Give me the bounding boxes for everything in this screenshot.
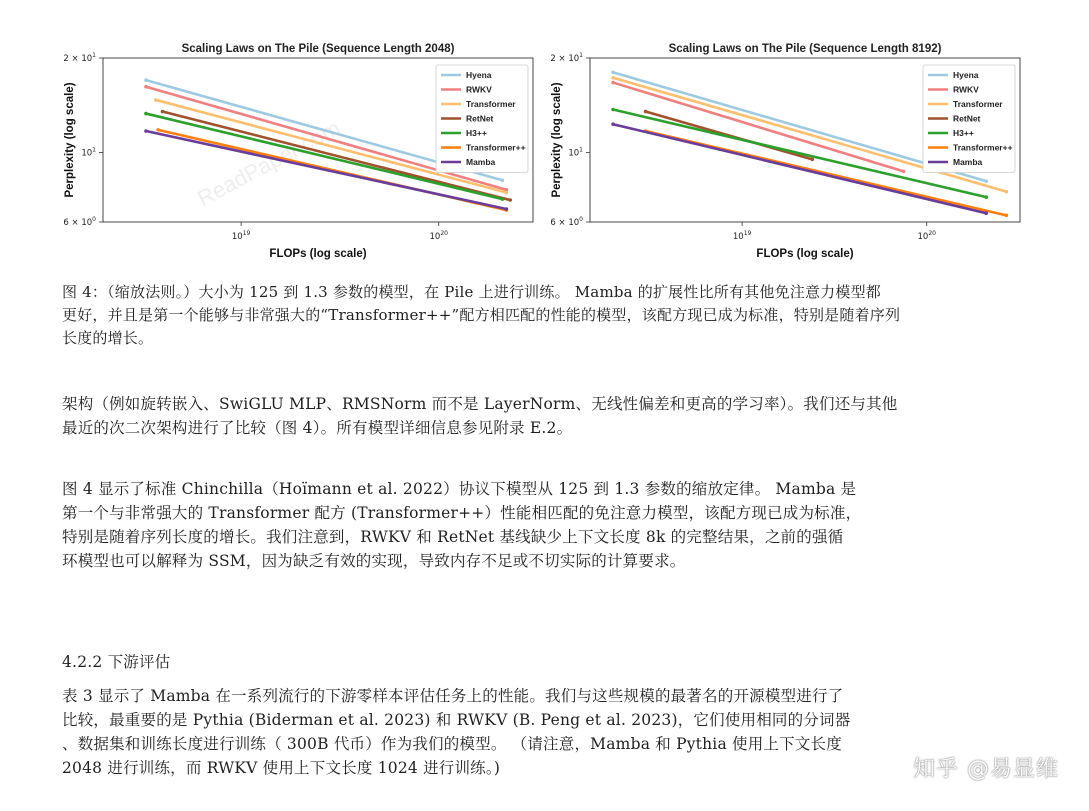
- caption-line: 长度的增长。: [62, 329, 154, 347]
- paragraph-line: 特别是随着序列长度的增长。我们注意到，RWKV 和 RetNet 基线缺少上下文长度 8k 的完整结果，之前的强循: [62, 528, 844, 546]
- chart-svg-8192: [535, 38, 1035, 260]
- paragraph-line: 最近的次二次架构进行了比较（图 4）。所有模型详细信息参见附录 E.2。: [62, 419, 573, 437]
- legend-label: Hyena: [953, 70, 979, 80]
- legend-label: RetNet: [466, 113, 494, 124]
- paragraph-downstream: [62, 684, 1044, 780]
- data-point: [508, 198, 512, 202]
- data-point: [984, 195, 988, 199]
- data-point: [505, 207, 509, 211]
- data-point: [154, 98, 158, 102]
- paragraph-architecture: [62, 392, 1044, 440]
- x-tick-label: $10^{20}$: [917, 230, 936, 242]
- legend-label: Mamba: [466, 157, 496, 167]
- data-point: [984, 211, 988, 215]
- data-point: [156, 128, 160, 132]
- y-tick-label: $10^1$: [568, 146, 583, 159]
- data-point: [505, 191, 509, 195]
- data-point: [501, 178, 505, 182]
- data-point: [644, 110, 648, 114]
- chart-title: Scaling Laws on The Pile (Sequence Length 2048): [181, 43, 455, 55]
- paragraph-line: 架构（例如旋转嵌入、SwiGLU MLP、RMSNorm 而不是 LayerNorm、无线性偏差和更高的学习率）。我们还与其他: [62, 395, 898, 413]
- y-axis-label: Perplexity (log scale): [551, 82, 563, 198]
- chart-svg-2048: [48, 38, 548, 260]
- legend-label: RetNet: [953, 113, 981, 124]
- y-axis-label: Perplexity (log scale): [64, 82, 76, 198]
- paragraph-scaling: [62, 477, 1044, 573]
- data-point: [501, 197, 505, 201]
- legend-label: RWKV: [953, 84, 979, 95]
- data-point: [902, 170, 906, 174]
- data-point: [611, 71, 615, 75]
- chart-title: Scaling Laws on The Pile (Sequence Length 8192): [668, 43, 942, 55]
- paragraph-line: 图 4 显示了标准 Chinchilla（Hoïmann et al. 2022）协议下模型从 125 到 1.3 参数的缩放定律。 Mamba 是: [62, 480, 857, 498]
- paragraph-line: 环模型也可以解释为 SSM，因为缺乏有效的实现，导致内存不足或不切实际的计算要求。: [62, 552, 686, 570]
- data-point: [611, 76, 615, 80]
- y-tick-label: $6 \times 10^0$: [550, 216, 583, 228]
- caption-line: 更好，并且是第一个能够与非常强大的“Transformer++”配方相匹配的性能的模型，该配方现已成为标准，特别是随着序列: [62, 306, 901, 324]
- data-point: [144, 112, 148, 116]
- data-point: [144, 129, 148, 133]
- legend-label: Transformer: [466, 99, 516, 109]
- zhihu-watermark: 知乎 @易显维: [913, 757, 1059, 782]
- figure-caption: [62, 281, 1044, 350]
- x-axis-label: FLOPs (log scale): [756, 248, 854, 260]
- x-tick-label: $10^{20}$: [429, 230, 448, 242]
- data-point: [611, 108, 615, 112]
- data-point: [611, 81, 615, 85]
- data-point: [984, 179, 988, 183]
- paragraph-line: 比较，最重要的是 Pythia (Biderman et al. 2023) 和 RWKV (B. Peng et al. 2023)，它们使用相同的分词器: [62, 711, 851, 729]
- paragraph-line: 、数据集和训练长度进行训练（ 300B 代币）作为我们的模型。 （请注意，Mamba 和 Pythia 使用上下文长度: [62, 735, 842, 753]
- legend-label: Mamba: [953, 157, 983, 167]
- legend-label: Transformer: [953, 99, 1003, 109]
- data-point: [161, 110, 165, 114]
- legend-label: Transformer++: [953, 142, 1013, 153]
- paragraph-line: 2048 进行训练，而 RWKV 使用上下文长度 1024 进行训练。): [62, 759, 501, 777]
- data-point: [1005, 190, 1009, 194]
- legend-label: RWKV: [466, 84, 492, 95]
- y-tick-label: $2 \times 10^1$: [63, 52, 96, 64]
- readpaper-watermark: ReadPaper.com: [193, 115, 345, 212]
- x-tick-label: $10^{19}$: [732, 230, 752, 242]
- section-heading: 4.2.2 下游评估: [62, 653, 171, 671]
- scaling-chart-2048: [48, 38, 548, 260]
- y-tick-label: $6 \times 10^0$: [63, 216, 96, 228]
- data-point: [144, 78, 148, 82]
- x-axis-label: FLOPs (log scale): [269, 248, 367, 260]
- data-point: [811, 158, 815, 162]
- y-tick-label: $2 \times 10^1$: [550, 52, 583, 64]
- paragraph-line: 第一个与非常强大的 Transformer 配方 (Transformer++）性能相匹配的免注意力模型，该配方现已成为标准，: [62, 504, 862, 522]
- legend-label: H3++: [466, 128, 487, 138]
- caption-line: 图 4：（缩放法则。）大小为 125 到 1.3 参数的模型，在 Pile 上进行训练。 Mamba 的扩展性比所有其他免注意力模型都: [62, 283, 881, 301]
- data-point: [1005, 214, 1009, 218]
- paragraph-line: 表 3 显示了 Mamba 在一系列流行的下游零样本评估任务上的性能。我们与这些规模的最著名的开源模型进行了: [62, 687, 844, 705]
- legend-label: Transformer++: [466, 142, 526, 153]
- y-tick-label: $10^1$: [81, 146, 96, 159]
- legend-label: H3++: [953, 128, 974, 138]
- data-point: [144, 85, 148, 89]
- data-point: [611, 122, 615, 126]
- scaling-chart-8192: [535, 38, 1035, 260]
- legend-label: Hyena: [466, 70, 492, 80]
- x-tick-label: $10^{19}$: [231, 230, 251, 242]
